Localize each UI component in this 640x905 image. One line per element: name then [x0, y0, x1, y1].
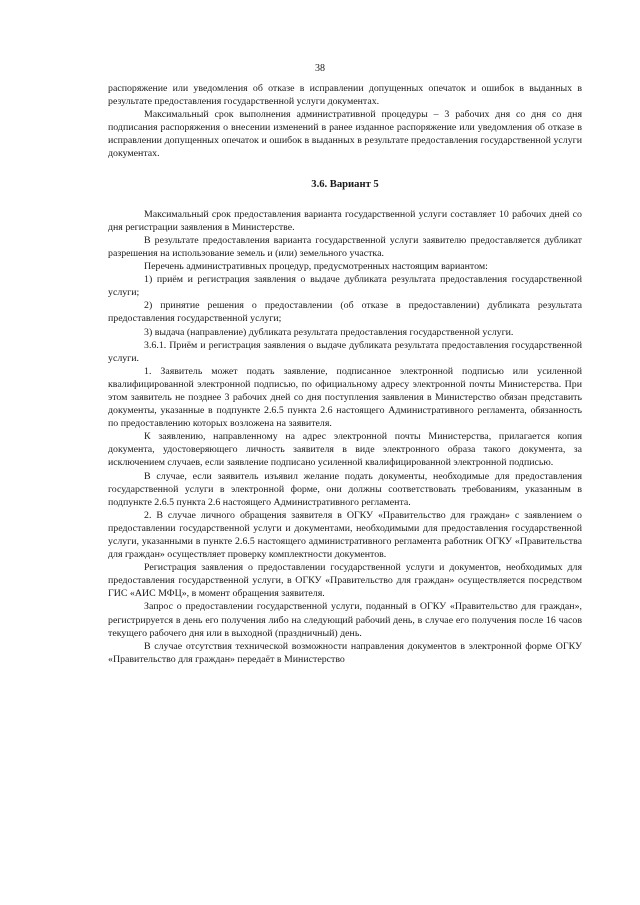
- paragraph: распоряжение или уведомления об отказе в исправлении допущенных опечаток и ошибок в выданных в результате предоставления государственной услуги документах.: [108, 83, 582, 108]
- paragraph: В случае отсутствия технической возможности направления документов в электронной форме ОГКУ «Правительство для граждан» передаёт в Министерство: [108, 640, 582, 665]
- paragraph: Максимальный срок предоставления варианта государственной услуги составляет 10 рабочих дней со дня регистрации заявления в Министерстве.: [108, 208, 582, 233]
- subsection-heading: 3.6.1. Приём и регистрация заявления о выдаче дубликата результата предоставления государственной услуги.: [108, 339, 582, 364]
- paragraph: 2. В случае личного обращения заявителя в ОГКУ «Правительство для граждан» с заявлением о предоставлении государственной услуги и документами, необходимыми для предоставления государственной услуги, указанными в пункте 2.6.5 настоящего административного регламента работник ОГКУ «Правительства для граждан» осуществляет проверку комплектности документов.: [108, 509, 582, 561]
- paragraph: В случае, если заявитель изъявил желание подать документы, необходимые для предоставления государственной услуги в электронной форме, они должны соответствовать требованиям, указанным в подпункте 2.6.5 пункта 2.6 настоящего Административного регламента.: [108, 470, 582, 508]
- document-body: [108, 82, 582, 666]
- paragraph: 1. Заявитель может подать заявление, подписанное электронной подписью или усиленной квалифицированной электронной подписью, по официальному адресу электронной почты Министерства. При этом заявитель не позднее 3 рабочих дней со дня поступления заявления в Министерство обязан представить документы, указанные в подпункте 2.6.5 пункта 2.6 настоящего Административного регламента, обязанность по предоставлению которых возложена на заявителя.: [108, 365, 582, 430]
- section-heading: 3.6. Вариант 5: [311, 178, 379, 190]
- list-item: 1) приём и регистрация заявления о выдаче дубликата результата предоставления государственной услуги;: [108, 274, 582, 299]
- paragraph: В результате предоставления варианта государственной услуги заявителю предоставляется дубликат разрешения на использование земель и (или) земельного участка.: [108, 234, 582, 259]
- paragraph: Перечень административных процедур, предусмотренных настоящим вариантом:: [144, 261, 488, 273]
- paragraph: Регистрация заявления о предоставлении государственной услуги и документов, необходимых для предоставления государственной услуги, в ОГКУ «Правительство для граждан» осуществляется посредством ГИС «АИС МФЦ», в момент обращения заявителя.: [108, 562, 582, 600]
- list-item: 2) принятие решения о предоставлении (об отказе в предоставлении) дубликата результата предоставления государственной услуги;: [108, 300, 582, 325]
- paragraph: К заявлению, направленному на адрес электронной почты Министерства, прилагается копия документа, удостоверяющего личность заявителя в виде электронного образа такого документа, за исключением случаев, если заявление подписано усиленной квалифицированной электронной подписью.: [108, 431, 582, 469]
- paragraph: Запрос о предоставлении государственной услуги, поданный в ОГКУ «Правительство для граждан», регистрируется в день его получения либо на следующий рабочий день, в случае его получения после 16 часов текущего рабочего дня или в выходной (праздничный) день.: [108, 601, 582, 639]
- page-number: 38: [315, 63, 325, 74]
- paragraph: Максимальный срок выполнения административной процедуры – 3 рабочих дня со дня со дня подписания распоряжения о внесении изменений в ранее изданное распоряжение или уведомления об отказе в исправлении допущенных опечаток и ошибок в выданных в результате предоставления государственной услуги документах.: [108, 109, 582, 160]
- list-item: 3) выдача (направление) дубликата результата предоставления государственной услуги.: [144, 326, 514, 338]
